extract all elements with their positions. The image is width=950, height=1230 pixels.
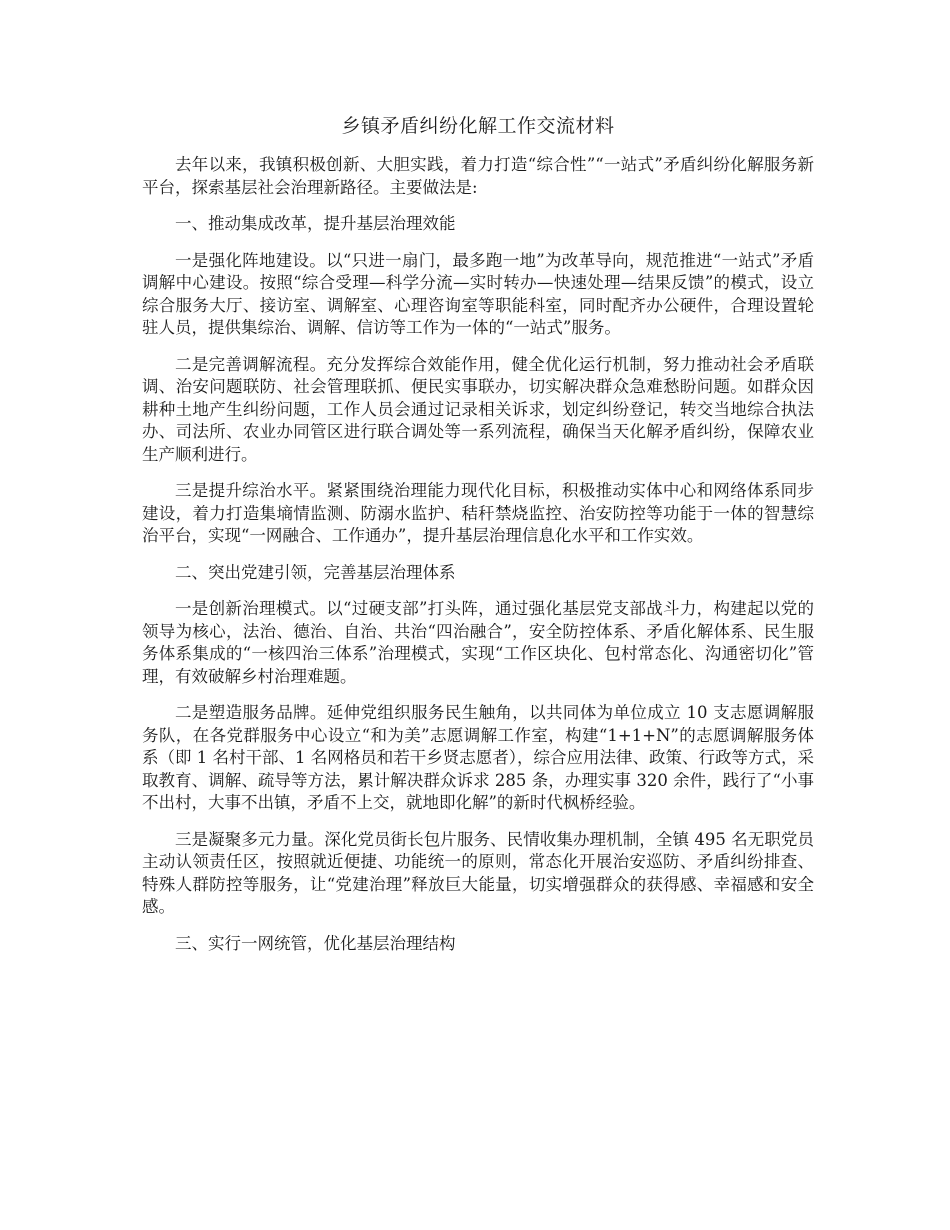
document-body [142,112,814,969]
section-heading-1: 一、推动集成改革，提升基层治理效能 [175,214,456,233]
intro-paragraph: 去年以来，我镇积极创新、大胆实践，着力打造“综合性”“一站式”矛盾纠纷化解服务新平台，探索基层社会治理新路径。主要做法是: [142,155,814,197]
section2-paragraph-2: 二是塑造服务品牌。延伸党组织服务民生触角，以共同体为单位成立 10 支志愿调解服务队，在各党群服务中心设立“和为美”志愿调解工作室，构建“1+1+N”的志愿调解服务体系（即 1 名村干部、1 名网格员和若干乡贤志愿者），综合应用法律、政策、行政等方式，采取教育、调解、疏导等方法，累计解决群众诉求 285 条，办理实事 320 余件，践行了“小事不出村，大事不出镇，矛盾不上交，就地即化解”的新时代枫桥经验。 [142,703,814,812]
section-heading-3: 三、实行一网统管，优化基层治理结构 [175,933,456,953]
section1-paragraph-2: 二是完善调解流程。充分发挥综合效能作用，健全优化运行机制，努力推动社会矛盾联调、治安问题联防、社会管理联抓、便民实事联办，切实解决群众急难愁盼问题。如群众因耕种土地产生纠纷问题，工作人员会通过记录相关诉求，划定纠纷登记，转交当地综合执法办、司法所、农业办同管区进行联合调处等一系列流程，确保当天化解矛盾纠纷，保障农业生产顺利进行。 [142,354,814,464]
section-heading-2: 二、突出党建引领，完善基层治理体系 [175,562,456,582]
section2-paragraph-1: 一是创新治理模式。以“过硬支部”打头阵，通过强化基层党支部战斗力，构建起以党的领导为核心，法治、德治、自治、共治“四治融合”，安全防控体系、矛盾化解体系、民生服务体系集成的“一核四治三体系”治理模式，实现“工作区块化、包村常态化、沟通密切化”管理，有效破解乡村治理难题。 [142,599,814,686]
document-title: 乡镇矛盾纠纷化解工作交流材料 [341,115,615,137]
section1-paragraph-1: 一是强化阵地建设。以“只进一扇门，最多跑一地”为改革导向，规范推进“一站式”矛盾调解中心建设。按照“综合受理—科学分流—实时转办—快速处理—结果反馈”的模式，设立综合服务大厅、接访室、调解室、心理咨询室等职能科室，同时配齐办公硬件，合理设置轮驻人员，提供集综治、调解、信访等工作为一体的“一站式”服务。 [142,250,814,337]
section1-paragraph-3: 三是提升综治水平。紧紧围绕治理能力现代化目标，积极推动实体中心和网络体系同步建设，着力打造集墒情监测、防溺水监护、秸秆禁烧监控、治安防控等功能于一体的智慧综治平台，实现“一网融合、工作通办”，提升基层治理信息化水平和工作实效。 [142,481,814,545]
section2-paragraph-3: 三是凝聚多元力量。深化党员街长包片服务、民情收集办理机制，全镇 495 名无职党员主动认领责任区，按照就近便捷、功能统一的原则，常态化开展治安巡防、矛盾纠纷排查、特殊人群防控等服务，让“党建治理”释放巨大能量，切实增强群众的获得感、幸福感和安全感。 [142,829,814,916]
